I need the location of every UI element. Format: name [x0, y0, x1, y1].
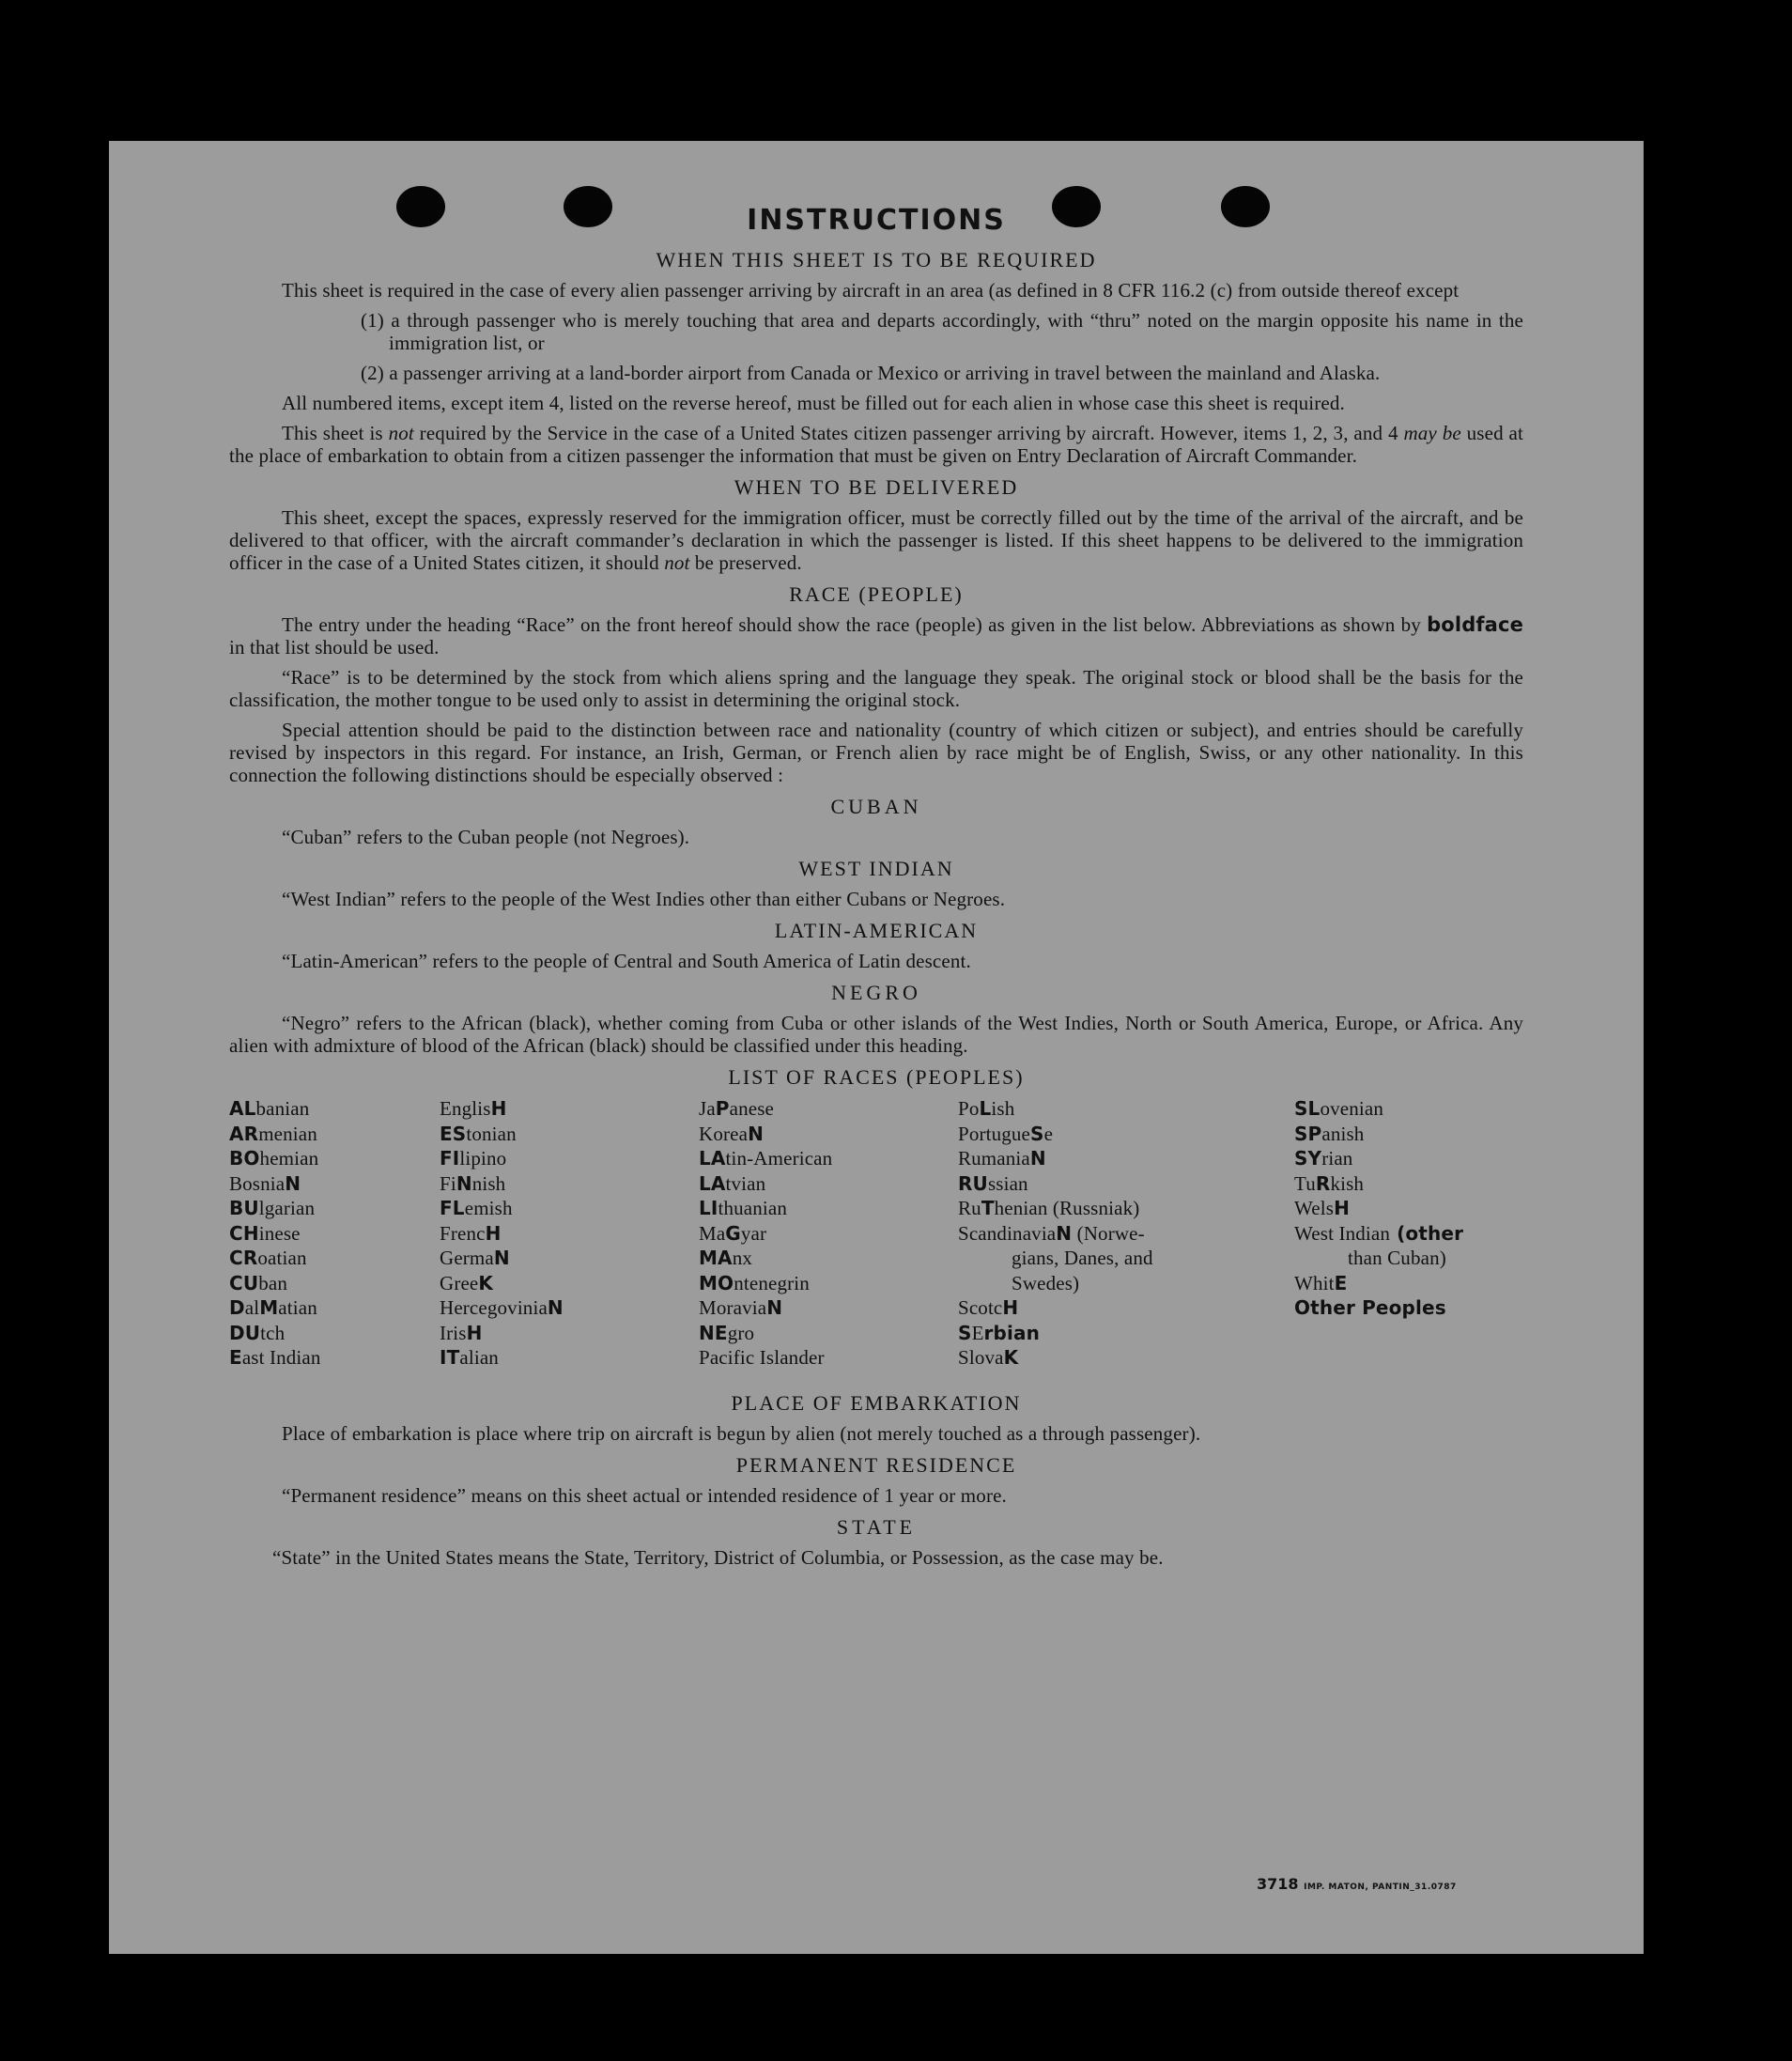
required-item-2: (2) a passenger arriving at a land-border airport from Canada or Mexico or arriving in travel between the mainland and Alaska. [361, 362, 1381, 384]
emphasis-not: not [388, 422, 414, 444]
emphasis-may-be: may be [1403, 422, 1461, 444]
race-entry: RUssian [958, 1171, 1028, 1195]
race-entry: DUtch [229, 1321, 286, 1344]
permanent-residence-definition: “Permanent residence” means on this sheet actual or intended residence of 1 year or more. [282, 1484, 1007, 1507]
race-paragraph-2: “Race” is to be determined by the stock from which aliens spring and the language they speak. The original stock or blood shall be the basis for the classification, the mother tongue to be used only to assist in determining the original stock. [229, 666, 1523, 711]
race-entry: NEgro [699, 1321, 755, 1344]
race-entry: IrisH [440, 1321, 483, 1344]
required-item-1: (1) a through passenger who is merely touching that area and departs accordingly, with “thru” noted on the margin opposite his name in the immigration list, or [361, 309, 1523, 354]
race-entry: RuThenian (Russniak) [958, 1197, 1140, 1219]
text-segment: This sheet is [282, 422, 389, 444]
west-indian-definition: “West Indian” refers to the people of the West Indies other than either Cubans or Negroes. [282, 888, 1006, 910]
race-entry: WelsH [1294, 1197, 1350, 1219]
race-entry-other-peoples: Other Peoples [1294, 1296, 1446, 1319]
race-entry: ALbanian [229, 1097, 310, 1120]
race-entry: LAtvian [699, 1171, 766, 1195]
text-segment: in that list should be used. [229, 636, 440, 659]
form-code: 3718 [1257, 1875, 1299, 1893]
emphasis-not: not [664, 551, 690, 574]
text-segment: This sheet, except the spaces, expressly reserved for the immigration officer, must be correctly filled out by the time of the arrival of the aircraft, and be delivered to that officer, with the aircraft commander’s declaration in which the passenger is listed. If this sheet happens to be delivered to the immigration officer in the case of a United States citizen, it should [229, 506, 1523, 574]
heading-delivered: WHEN TO BE DELIVERED [734, 475, 1019, 499]
race-entry: LAtin-American [699, 1147, 833, 1170]
races-column-2 [440, 1096, 564, 1371]
race-entry-continuation: Swedes) [1012, 1271, 1080, 1294]
race-entry: SErbian [958, 1321, 1041, 1344]
delivered-paragraph [229, 506, 1523, 574]
race-entry: SlovaK [958, 1346, 1019, 1369]
race-entry: MaGyar [699, 1221, 767, 1245]
race-entry: FiNnish [440, 1171, 506, 1195]
heading-permanent-residence: PERMANENT RESIDENCE [735, 1453, 1017, 1477]
latin-american-definition: “Latin-American” refers to the people of Central and South America of Latin descent. [282, 950, 971, 972]
races-column-1 [229, 1096, 321, 1371]
heading-required: WHEN THIS SHEET IS TO BE REQUIRED [656, 248, 1097, 271]
race-entry: SPanish [1294, 1122, 1365, 1145]
heading-latin-american: LATIN-AMERICAN [774, 919, 979, 942]
heading-race: RACE (PEOPLE) [789, 582, 964, 606]
text-segment: be preserved. [689, 551, 802, 574]
race-entry: ITalian [440, 1346, 499, 1369]
race-entry: GreeK [440, 1271, 494, 1294]
race-entry: Pacific Islander [699, 1346, 825, 1369]
races-column-5 [1294, 1096, 1523, 1321]
heading-list-of-races: LIST OF RACES (PEOPLES) [728, 1065, 1025, 1089]
negro-definition: “Negro” refers to the African (black), whether coming from Cuba or other islands of the West Indies, North or South America, Europe, or Africa. Any alien with admixture of blood of the African (black) should be classified under this heading. [229, 1012, 1523, 1057]
page-title: INSTRUCTIONS [747, 204, 1006, 237]
race-entry: CUban [229, 1271, 287, 1294]
race-entry: GermaN [440, 1247, 510, 1269]
text-segment: required by the Service in the case of a United States citizen passenger arriving by aircraft. However, items 1, 2, 3, and 4 [413, 422, 1404, 444]
printer-imprint: IMP. MATON, PANTIN_31.0787 [1304, 1883, 1457, 1892]
race-entry-continuation: gians, Danes, and [1012, 1247, 1153, 1269]
race-entry: DalMatian [229, 1296, 317, 1319]
race-entry: RumaniaN [958, 1147, 1046, 1170]
race-entry: SYrian [1294, 1147, 1353, 1170]
required-paragraph-2: All numbered items, except item 4, listed on the reverse hereof, must be filled out for each alien in whose case this sheet is required. [282, 392, 1345, 414]
race-entry: EnglisH [440, 1097, 507, 1120]
heading-state: STATE [836, 1515, 917, 1539]
text-segment: used at the place of embarkation to obtain from a citizen passenger the information that must be given on Entry Declaration of Aircraft Commander. [229, 422, 1523, 467]
document-sheet [109, 141, 1644, 1954]
heading-west-indian: WEST INDIAN [798, 857, 954, 880]
race-entry: CHinese [229, 1221, 301, 1245]
race-entry: HercegoviniaN [440, 1296, 564, 1319]
cuban-definition: “Cuban” refers to the Cuban people (not Negroes). [282, 826, 690, 848]
heading-embarkation: PLACE OF EMBARKATION [731, 1391, 1022, 1415]
emphasis-boldface: boldface [1427, 613, 1523, 636]
race-entry: FrencH [440, 1221, 502, 1245]
race-entry: SLovenian [1294, 1097, 1383, 1120]
race-entry: ScandinaviaN (Norwe- [958, 1221, 1145, 1245]
race-entry: PortugueSe [958, 1122, 1054, 1145]
race-paragraph-1 [229, 613, 1523, 659]
races-column-4 [958, 1096, 1219, 1371]
race-entry: LIthuanian [699, 1197, 788, 1219]
race-paragraph-3: Special attention should be paid to the distinction between race and nationality (country of which citizen or subject), and entries should be carefully revised by inspectors in this regard. For instance, an Irish, German, or French alien by race might be of English, Swiss, or any other nationality. In this connection the following distinctions should be especially observed : [229, 719, 1523, 786]
race-entry: ScotcH [958, 1296, 1019, 1319]
races-list [229, 1096, 1523, 1383]
race-entry: FIlipino [440, 1147, 507, 1170]
race-entry: WhitE [1294, 1271, 1348, 1294]
races-column-3 [699, 1096, 832, 1371]
race-entry: EStonian [440, 1122, 517, 1145]
race-entry: JaPanese [699, 1097, 774, 1120]
race-entry: East Indian [229, 1346, 321, 1369]
race-entry: BOhemian [229, 1147, 319, 1170]
race-entry: BUlgarian [229, 1197, 316, 1219]
race-entry: PoLish [958, 1097, 1015, 1120]
race-entry: CRoatian [229, 1247, 307, 1269]
race-entry: West Indian (other [1294, 1221, 1464, 1245]
race-entry: KoreaN [699, 1122, 764, 1145]
embarkation-definition: Place of embarkation is place where trip on aircraft is begun by alien (not merely touched as a through passenger). [282, 1422, 1201, 1445]
form-number [1257, 1875, 1457, 1893]
race-entry: TuRkish [1294, 1171, 1365, 1195]
race-entry: MOntenegrin [699, 1271, 810, 1294]
heading-negro: NEGRO [831, 981, 921, 1004]
race-entry: MAnx [699, 1247, 752, 1269]
text-segment: The entry under the heading “Race” on the front hereof should show the race (people) as given in the list below. Abbreviations as shown by [282, 613, 1428, 636]
race-entry: MoraviaN [699, 1296, 783, 1319]
heading-cuban: CUBAN [830, 795, 922, 818]
race-entry-continuation: than Cuban) [1348, 1247, 1446, 1269]
required-paragraph-3 [229, 422, 1523, 467]
race-entry: BosniaN [229, 1171, 301, 1195]
instructions-content [229, 202, 1523, 1576]
race-entry: ARmenian [229, 1122, 317, 1145]
state-definition: “State” in the United States means the State, Territory, District of Columbia, or Possession, as the case may be. [272, 1546, 1164, 1569]
required-intro: This sheet is required in the case of every alien passenger arriving by aircraft in an area (as defined in 8 CFR 116.2 (c) from outside thereof except [282, 279, 1460, 302]
race-entry: FLemish [440, 1197, 513, 1219]
